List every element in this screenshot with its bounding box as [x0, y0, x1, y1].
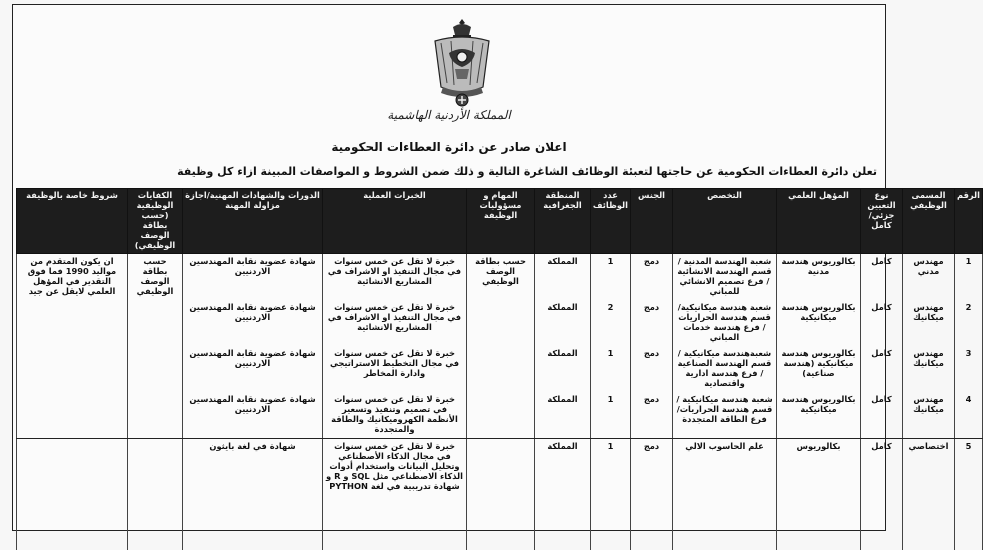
cell-gender: دمج	[631, 253, 673, 300]
header-competencies: الكفايات الوظيفية (حسب بطاقة الوصف الوظيفي)	[128, 189, 183, 254]
cell-specialization: شعبة هندسة ميكانيكية / قسم هندسة الحراريات/ فرع الطاقة المتجددة	[673, 392, 777, 439]
cell-duties	[467, 300, 535, 346]
cell-empty	[128, 515, 183, 550]
cell-empty	[467, 515, 535, 550]
cell-specialization: علم الحاسوب الالي	[673, 438, 777, 515]
cell-empty	[861, 515, 903, 550]
header-count: عدد الوظائف	[591, 189, 631, 254]
cell-gender: دمج	[631, 300, 673, 346]
cell-empty	[323, 515, 467, 550]
cell-count: 1	[591, 438, 631, 515]
cell-specialization: شعبة هندسة ميكانيكية/ قسم هندسة الحراريات / فرع هندسة خدمات المباني	[673, 300, 777, 346]
cell-experience: خبرة لا تقل عن خمس سنوات في مجال التنفيذ او الاشراف في المشاريع الانشائية	[323, 253, 467, 300]
cell-region: المملكة	[535, 438, 591, 515]
header-courses: الدورات والشهادات المهنية/اجازة مزاولة المهنة	[183, 189, 323, 254]
cell-empty	[183, 515, 323, 550]
cell-duties	[467, 438, 535, 515]
header-specialization: التخصص	[673, 189, 777, 254]
cell-num: 2	[955, 300, 983, 346]
cell-qualification: بكالوريوس هندسة ميكانيكية	[777, 392, 861, 439]
cell-gender: دمج	[631, 438, 673, 515]
announcement-intro: تعلن دائرة العطاءات الحكومية عن حاجتها لتعبئة الوظائف الشاغرة التالية و ذلك ضمن الشروط و المواصفات المبينة ازاء كل وظيفة	[177, 165, 877, 178]
cell-job-title: مهندس ميكانيك	[903, 300, 955, 346]
cell-appointment-type: كامل	[861, 253, 903, 300]
cell-region: المملكة	[535, 300, 591, 346]
table-row	[17, 300, 983, 346]
header-gender: الجنس	[631, 189, 673, 254]
cell-empty	[673, 515, 777, 550]
cell-empty	[955, 515, 983, 550]
cell-gender: دمج	[631, 392, 673, 439]
cell-appointment-type: كامل	[861, 300, 903, 346]
cell-experience: خبرة لا تقل عن خمس سنوات في مجال التنفيذ او الاشراف في المشاريع الانشائية	[323, 300, 467, 346]
cell-region: المملكة	[535, 392, 591, 439]
header-duties: المهام و مسؤوليات الوظيفة	[467, 189, 535, 254]
cell-duties	[467, 392, 535, 439]
cell-empty	[777, 515, 861, 550]
cell-courses: شهادة في لغة بايثون	[183, 438, 323, 515]
cell-count: 1	[591, 253, 631, 300]
vacancies-table	[16, 188, 983, 550]
cell-gender: دمج	[631, 346, 673, 392]
cell-num: 5	[955, 438, 983, 515]
table-row	[17, 438, 983, 515]
header-experience: الخبرات العملية	[323, 189, 467, 254]
cell-num: 1	[955, 253, 983, 300]
cell-competencies	[128, 346, 183, 392]
cell-courses: شهادة عضوية نقابة المهندسين الاردنيين	[183, 392, 323, 439]
cell-job-title: مهندس مدني	[903, 253, 955, 300]
jordan-coat-of-arms-icon	[431, 17, 493, 109]
table-empty-row	[17, 515, 983, 550]
kingdom-name: المملكة الأردنية الهاشمية	[387, 108, 511, 122]
cell-appointment-type: كامل	[861, 392, 903, 439]
cell-appointment-type: كامل	[861, 438, 903, 515]
header-num: الرقم	[955, 189, 983, 254]
cell-qualification: بكالوريوس	[777, 438, 861, 515]
cell-experience: خبرة لا تقل عن خمس سنوات في مجال الذكاء الأصطناعي وتحليل البيانات واستخدام أدوات الذكاء الاصطناعي مثل SQL و R و شهادة تدريبية في لغة PYTHON	[323, 438, 467, 515]
cell-special-conditions	[17, 300, 128, 346]
cell-special-conditions	[17, 346, 128, 392]
cell-job-title: مهندس ميكانيك	[903, 392, 955, 439]
cell-special-conditions: ان يكون المتقدم من مواليد 1990 فما فوق التقدير في المؤهل العلمي لايقل عن جيد	[17, 253, 128, 300]
header-qualification: المؤهل العلمي	[777, 189, 861, 254]
cell-count: 1	[591, 392, 631, 439]
cell-num: 3	[955, 346, 983, 392]
cell-specialization: شعبة الهندسة المدنية / قسم الهندسة الانشائية / فرع تصميم الانشائي للمباني	[673, 253, 777, 300]
cell-experience: خبرة لا تقل عن خمس سنوات في مجال التخطيط الاستراتيجي وادارة المخاطر	[323, 346, 467, 392]
cell-num: 4	[955, 392, 983, 439]
cell-region: المملكة	[535, 346, 591, 392]
cell-qualification: بكالوريوس هندسة ميكانيكية (هندسة صناعية)	[777, 346, 861, 392]
cell-courses: شهادة عضوية نقابة المهندسين الاردنيين	[183, 346, 323, 392]
cell-duties	[467, 346, 535, 392]
header-job-title: المسمى الوظيفي	[903, 189, 955, 254]
cell-count: 2	[591, 300, 631, 346]
cell-competencies	[128, 300, 183, 346]
cell-competencies	[128, 438, 183, 515]
cell-empty	[631, 515, 673, 550]
cell-duties: حسب بطاقة الوصف الوظيفي	[467, 253, 535, 300]
cell-empty	[903, 515, 955, 550]
cell-empty	[535, 515, 591, 550]
cell-specialization: شعبةهندسة ميكانيكية / قسم الهندسة الصناعية / فرع هندسة ادارية واقتصادية	[673, 346, 777, 392]
announcement-page	[12, 4, 980, 531]
cell-appointment-type: كامل	[861, 346, 903, 392]
table-row	[17, 392, 983, 439]
announcement-title: اعلان صادر عن دائرة العطاءات الحكومية	[331, 140, 567, 154]
header-region: المنطقة الجغرافية	[535, 189, 591, 254]
cell-special-conditions	[17, 392, 128, 439]
cell-qualification: بكالوريوس هندسة ميكانيكية	[777, 300, 861, 346]
table-row	[17, 253, 983, 300]
cell-empty	[17, 515, 128, 550]
table-row	[17, 346, 983, 392]
cell-region: المملكة	[535, 253, 591, 300]
cell-courses: شهادة عضوية نقابة المهندسين الاردنيين	[183, 253, 323, 300]
table-header-row	[17, 189, 983, 254]
cell-courses: شهادة عضوية نقابة المهندسين الاردنيين	[183, 300, 323, 346]
cell-empty	[591, 515, 631, 550]
header-appointment-type: نوع التعيين جزئي/كامل	[861, 189, 903, 254]
cell-qualification: بكالوريوس هندسة مدنية	[777, 253, 861, 300]
cell-job-title: اختصاصي	[903, 438, 955, 515]
cell-competencies	[128, 392, 183, 439]
cell-competencies: حسب بطاقة الوصف الوظيفي	[128, 253, 183, 300]
cell-special-conditions	[17, 438, 128, 515]
cell-count: 1	[591, 346, 631, 392]
cell-job-title: مهندس ميكانيك	[903, 346, 955, 392]
cell-experience: خبرة لا تقل عن خمس سنوات في تصميم وتنفيذ وتسعير الأنظمة الكهروميكانيك والطاقة والمتجددة	[323, 392, 467, 439]
header-special-conditions: شروط خاصة بالوظيفة	[17, 189, 128, 254]
